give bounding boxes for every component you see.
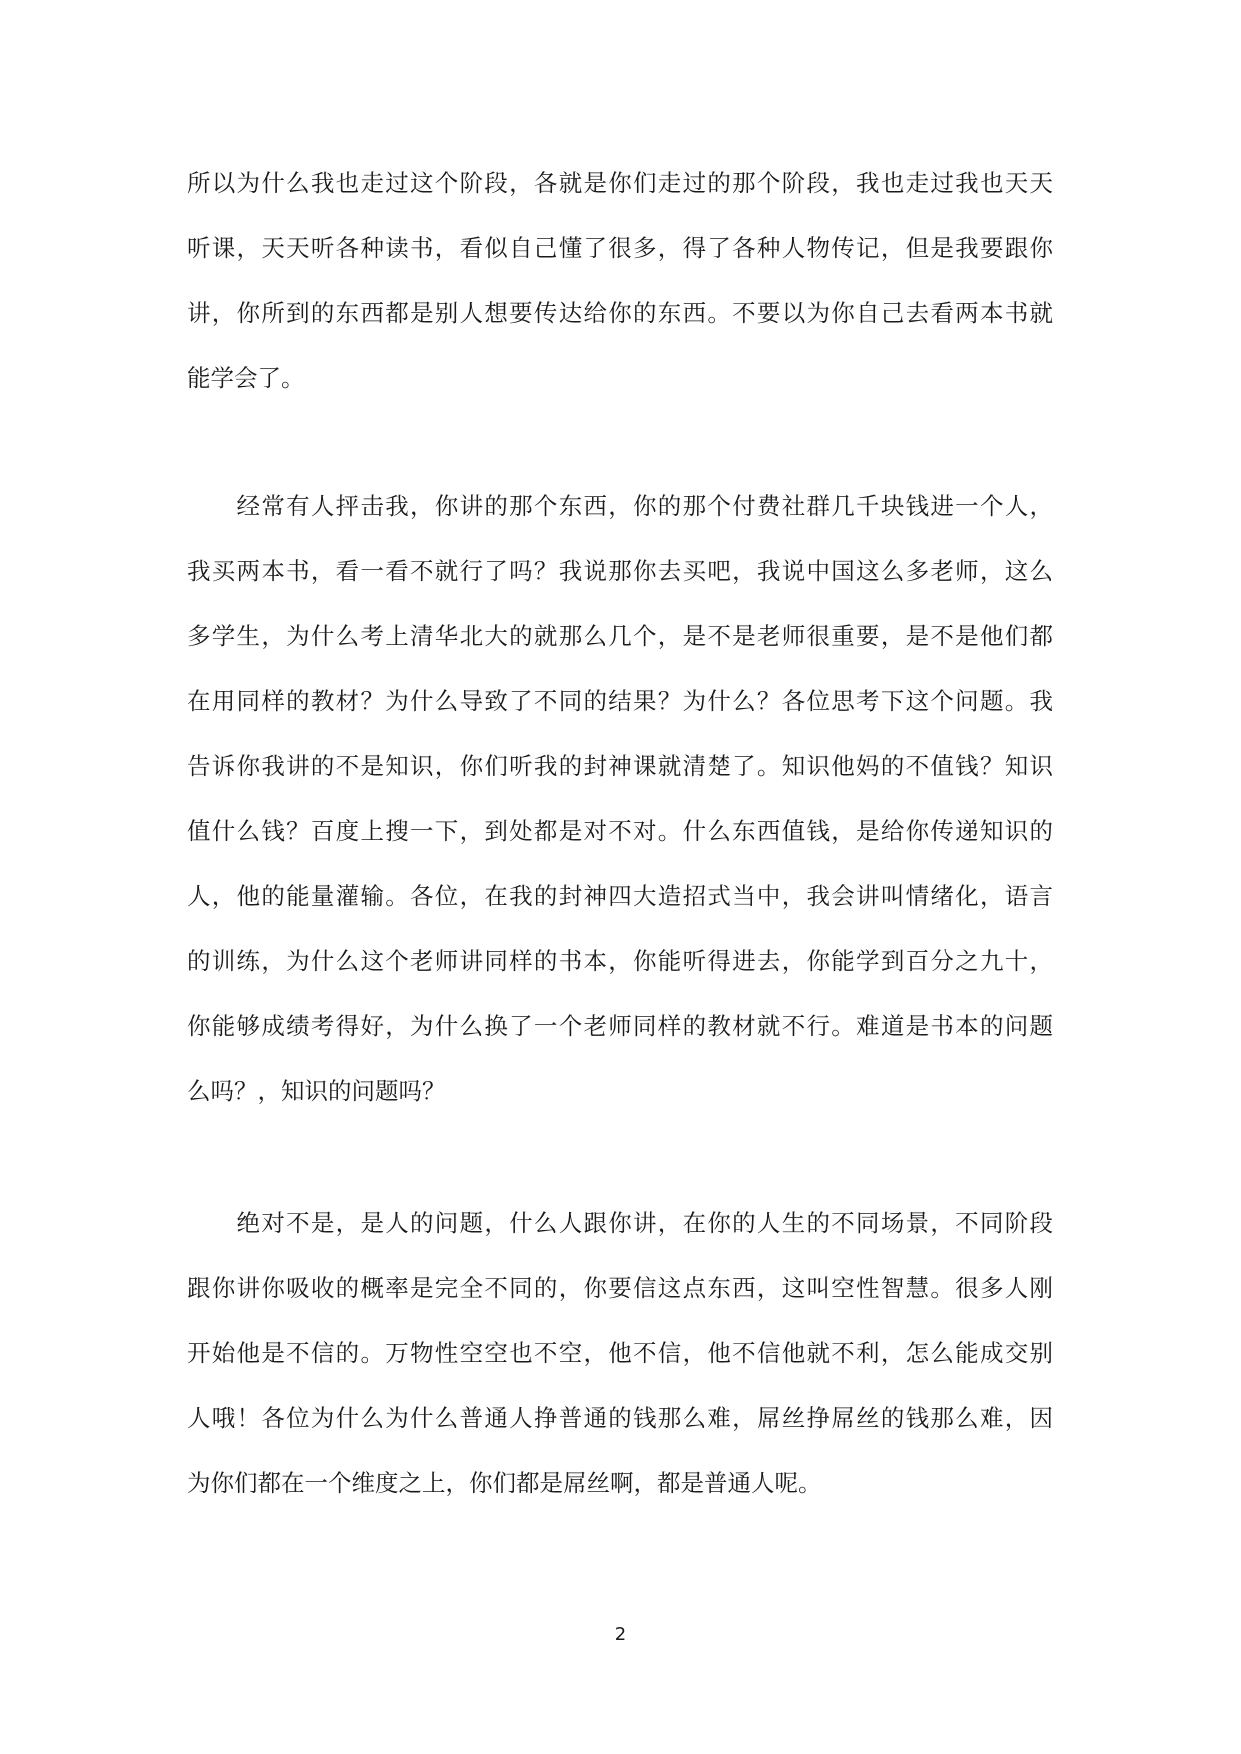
paragraph-line: 在用同样的教材？为什么导致了不同的结果？为什么？各位思考下这个问题。我	[187, 687, 1053, 715]
paragraph-2	[187, 474, 1053, 1124]
paragraph-line: 值什么钱？百度上搜一下，到处都是对不对。什么东西值钱，是给你传递知识的	[187, 817, 1053, 845]
page-number: 2	[614, 1624, 627, 1645]
paragraph-line: 为你们都在一个维度之上，你们都是屌丝啊，都是普通人呢。	[187, 1469, 822, 1497]
paragraph-line: 人哦！各位为什么为什么普通人挣普通的钱那么难，屌丝挣屌丝的钱那么难，因	[187, 1404, 1053, 1432]
paragraph-line: 所以为什么我也走过这个阶段，各就是你们走过的那个阶段，我也走过我也天天	[187, 169, 1053, 197]
paragraph-line: 听课，天天听各种读书，看似自己懂了很多，得了各种人物传记，但是我要跟你	[187, 234, 1053, 262]
paragraph-line: 讲，你所到的东西都是别人想要传达给你的东西。不要以为你自己去看两本书就	[187, 299, 1053, 327]
paragraph-line: 我买两本书，看一看不就行了吗？我说那你去买吧，我说中国这么多老师，这么	[187, 557, 1053, 585]
paragraph-line: 开始他是不信的。万物性空空也不空，他不信，他不信他就不利，怎么能成交别	[187, 1339, 1053, 1367]
paragraph-line: 多学生，为什么考上清华北大的就那么几个，是不是老师很重要，是不是他们都	[187, 622, 1053, 650]
paragraph-line: 绝对不是，是人的问题，什么人跟你讲，在你的人生的不同场景，不同阶段	[187, 1209, 1053, 1237]
paragraph-line: 的训练，为什么这个老师讲同样的书本，你能听得进去，你能学到百分之九十，	[187, 947, 1053, 975]
paragraph-line: 告诉你我讲的不是知识，你们听我的封神课就清楚了。知识他妈的不值钱？知识	[187, 752, 1053, 780]
paragraph-line: 么吗？，知识的问题吗？	[187, 1077, 446, 1105]
paragraph-1	[187, 151, 1053, 411]
paragraph-line: 能学会了。	[187, 364, 305, 392]
paragraph-line: 经常有人抨击我，你讲的那个东西，你的那个付费社群几千块钱进一个人，	[187, 492, 1053, 520]
paragraph-line: 人，他的能量灌输。各位，在我的封神四大造招式当中，我会讲叫情绪化，语言	[187, 882, 1053, 910]
paragraph-line: 你能够成绩考得好，为什么换了一个老师同样的教材就不行。难道是书本的问题	[187, 1012, 1053, 1040]
paragraph-line: 跟你讲你吸收的概率是完全不同的，你要信这点东西，这叫空性智慧。很多人刚	[187, 1274, 1053, 1302]
paragraph-3	[187, 1191, 1053, 1516]
